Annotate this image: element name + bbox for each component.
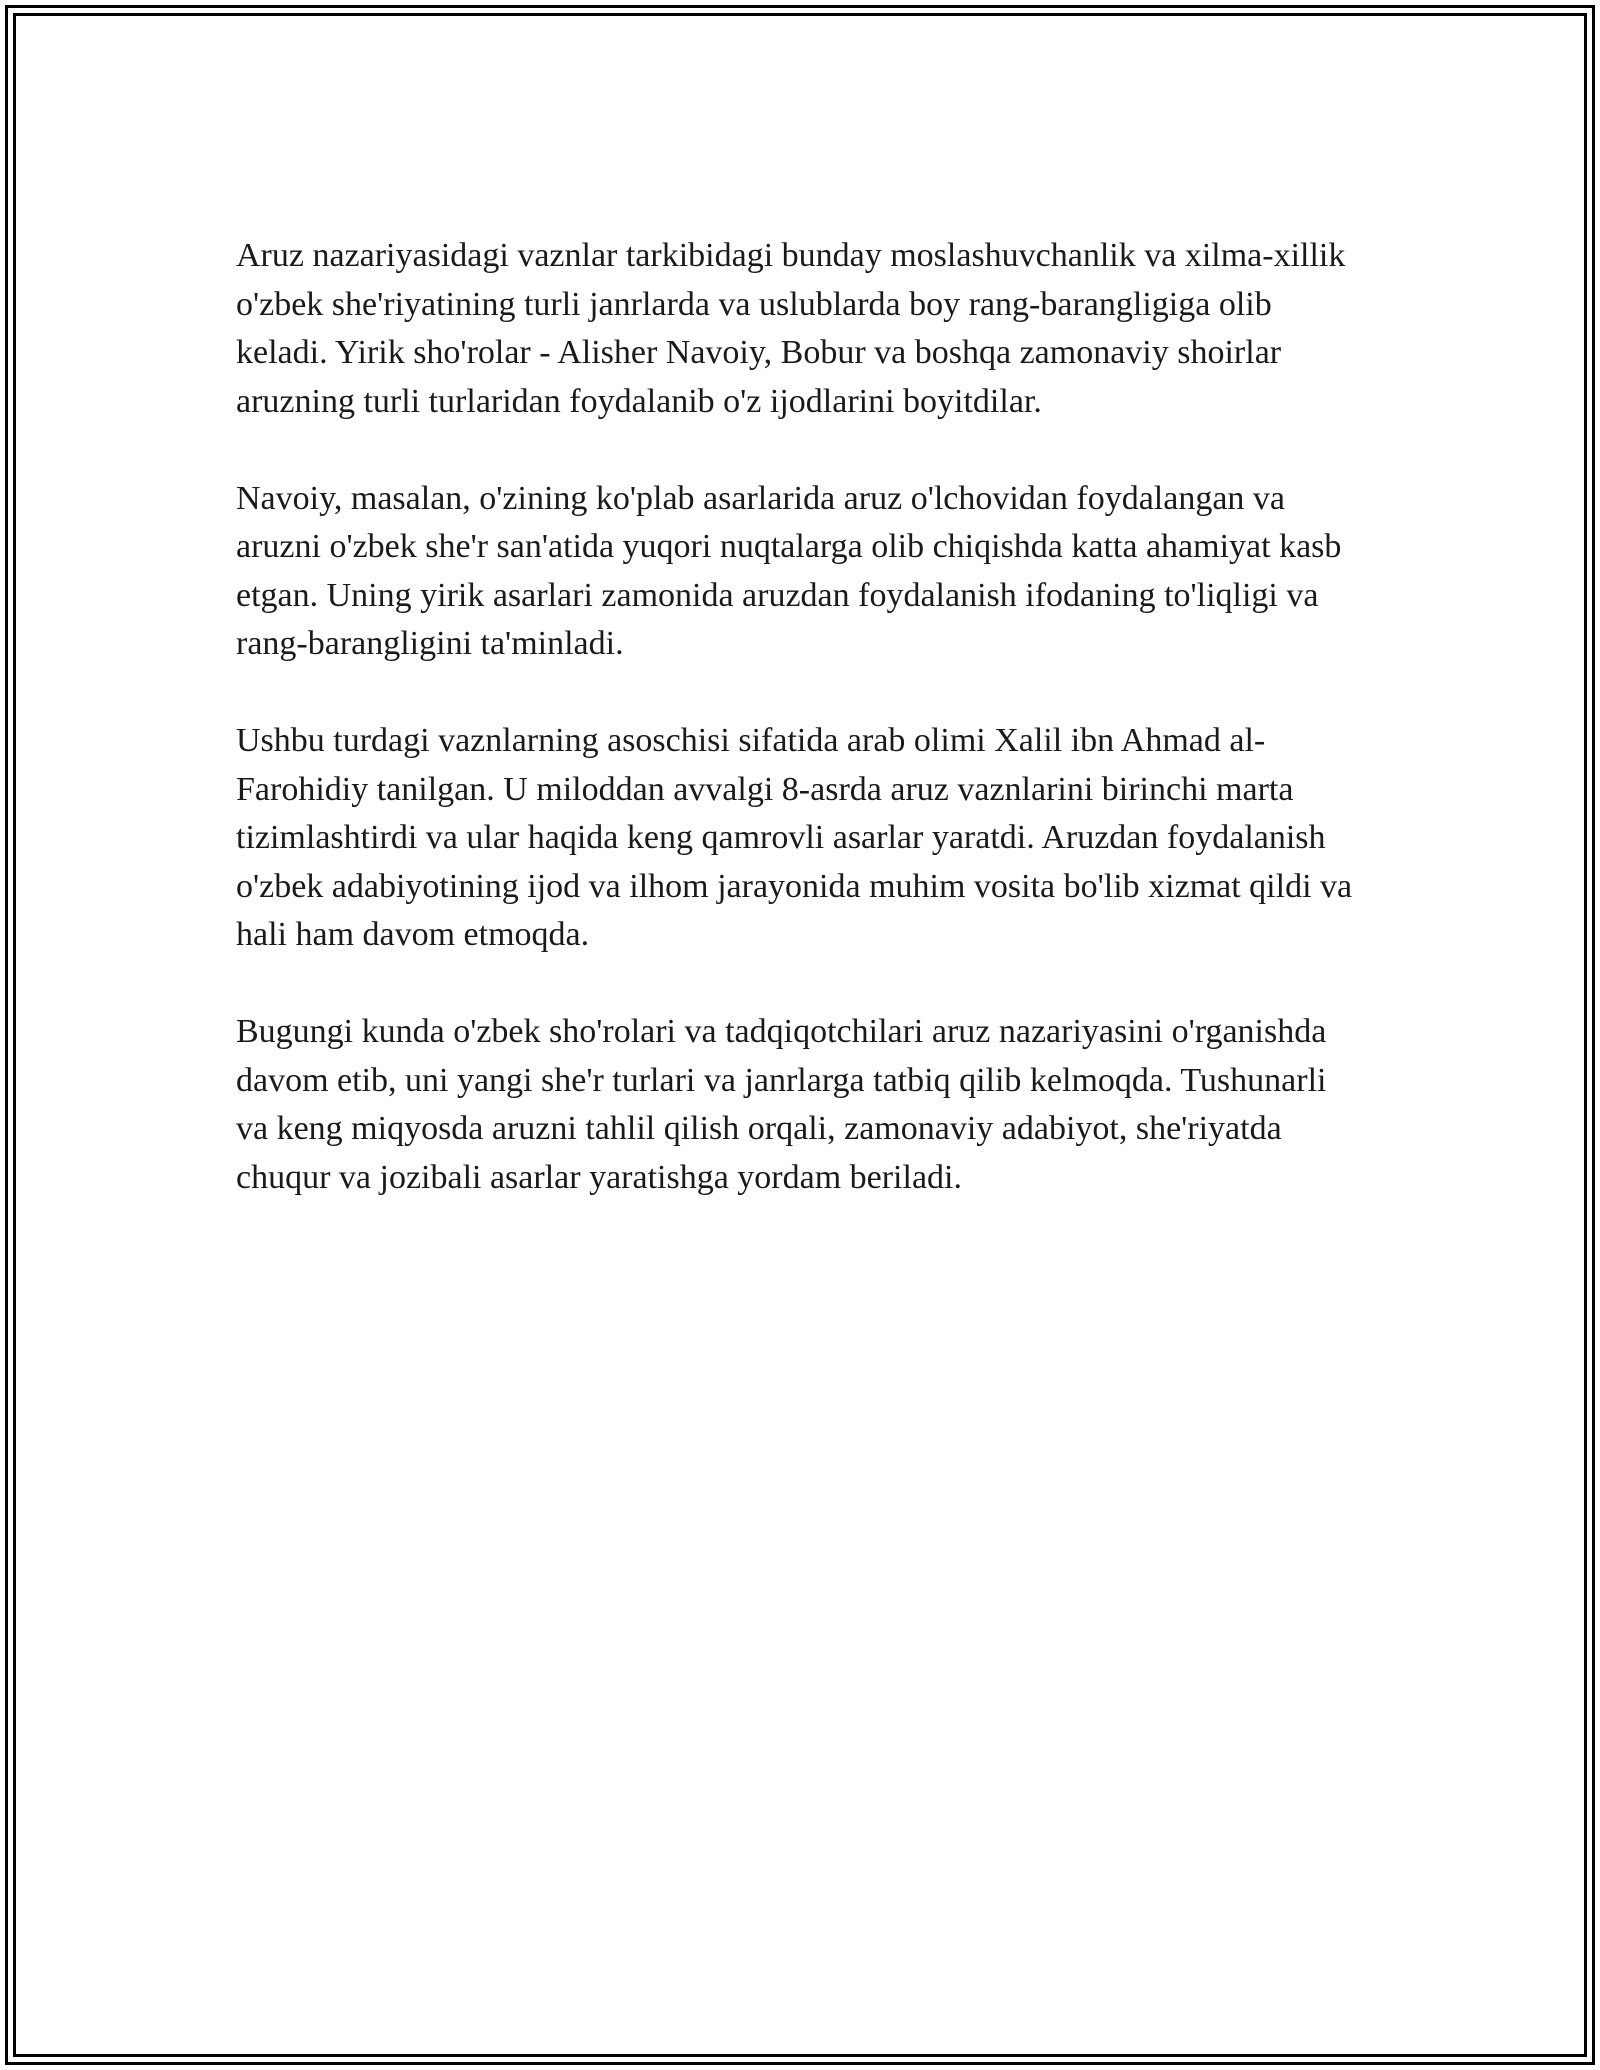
paragraph-3: Ushbu turdagi vaznlarning asoschisi sifatida arab olimi Xalil ibn Ahmad al-Farohidiy tanilgan. U miloddan avvalgi 8-asrda aruz vaznlarini birinchi marta tizimlashtirdi va ular haqida keng qamrovli asarlar yaratdi. Aruzdan foydalanish o'zbek adabiyotining ijod va ilhom jarayonida muhim vosita bo'lib xizmat qildi va hali ham davom etmoqda.	[236, 722, 1353, 953]
paragraph-2: Navoiy, masalan, o'zining ko'plab asarlarida aruz o'lchovidan foydalangan va aruzni o'zbek she'r san'atida yuqori nuqtalarga olib chiqishda katta ahamiyat kasb etgan. Uning yirik asarlari zamonida aruzdan foydalanish ifodaning to'liqligi va rang-barangligini ta'minladi.	[236, 479, 1342, 662]
document-body	[236, 232, 1366, 1251]
paragraph-1: Aruz nazariyasidagi vaznlar tarkibidagi bunday moslashuvchanlik va xilma-xillik o'zbek she'riyatining turli janrlarda va uslublarda boy rang-barangligiga olib keladi. Yirik sho'rolar - Alisher Navoiy, Bobur va boshqa zamonaviy shoirlar aruzning turli turlaridan foydalanib o'z ijodlarini boyitdilar.	[236, 237, 1346, 420]
paragraph-4: Bugungi kunda o'zbek sho'rolari va tadqiqotchilari aruz nazariyasini o'rganishda davom etib, uni yangi she'r turlari va janrlarga tatbiq qilib kelmoqda. Tushunarli va keng miqyosda aruzni tahlil qilish orqali, zamonaviy adabiyot, she'riyatda chuqur va jozibali asarlar yaratishga yordam beriladi.	[236, 1013, 1327, 1196]
